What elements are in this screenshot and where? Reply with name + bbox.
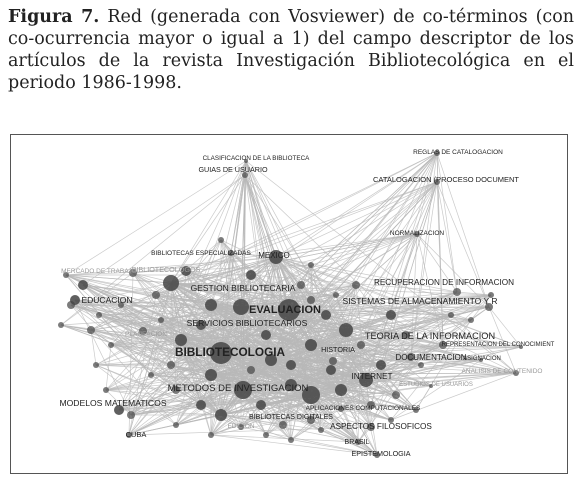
network-node (418, 362, 424, 368)
network-node (93, 362, 99, 368)
term-label-internet: INTERNET (351, 372, 393, 381)
network-node (67, 301, 75, 309)
term-label-aplicaciones: APLICACIONES COMPUTACIONALES (305, 405, 421, 412)
network-node (339, 323, 353, 337)
network-node (279, 421, 287, 429)
term-label-cuba: CUBA (125, 430, 147, 439)
figure-label: Figura 7. (8, 7, 100, 27)
network-node (218, 237, 224, 243)
network-edge (437, 182, 457, 292)
term-label-brasil: BRASIL (344, 439, 370, 446)
network-node (468, 317, 474, 323)
term-label-evaluacion: EVALUACION (249, 304, 321, 316)
network-node (297, 281, 305, 289)
term-label-historia: HISTORIA (321, 345, 355, 354)
network-node (246, 270, 256, 280)
network-node (318, 427, 324, 433)
network-node (357, 341, 365, 349)
network-node (215, 409, 227, 421)
network-figure (10, 134, 568, 474)
network-node (448, 312, 454, 318)
term-label-asignacion: ASIGNACION (463, 356, 501, 362)
network-node (173, 422, 179, 428)
network-node (261, 330, 271, 340)
network-node (263, 432, 269, 438)
network-node (205, 299, 217, 311)
network-edge (66, 161, 246, 275)
network-node (196, 400, 206, 410)
network-node (352, 281, 360, 289)
network-node (208, 432, 214, 438)
term-label-guias: GUIAS DE USUARIO (198, 165, 268, 174)
network-node (335, 384, 347, 396)
term-label-usuarios: ESTUDIOS DE USUARIOS (399, 382, 473, 388)
network-node (163, 275, 179, 291)
term-label-modelos: MODELOS MATEMATICOS (59, 398, 167, 408)
network-node (392, 391, 400, 399)
network-node (87, 326, 95, 334)
network-node (321, 310, 331, 320)
network-node (307, 296, 315, 304)
network-node (256, 400, 266, 410)
term-label-reglas: REGLAS DE CATALOGACION (413, 149, 503, 156)
term-label-catalogacion: CATALOGACION (PROCESO DOCUMENT (373, 175, 519, 184)
term-label-educacion: EDUCACION (81, 295, 133, 305)
term-label-bib-digitales: BIBLIOTECAS DIGITALES (249, 414, 333, 421)
term-label-aspectos: ASPECTOS FILOSOFICOS (330, 422, 432, 431)
network-node (152, 291, 160, 299)
term-label-gestion: GESTION BIBLIOTECARIA (190, 283, 296, 293)
term-label-epistemologia: EPISTEMOLOGIA (351, 449, 411, 458)
network-node (247, 366, 255, 374)
network-node (127, 411, 135, 419)
network-node (305, 339, 317, 351)
figure-caption-text: Red (generada con Vosviewer) de co-términos (con co-ocurrencia mayor o igual a 1) del campo descriptor de los artículos de la revista Investigación Bibliotecológica en el periodo 1986-1998. (8, 7, 575, 93)
network-node (376, 360, 386, 370)
term-label-representacion: REPRESENTACION DEL CONOCIMIENT (441, 342, 555, 348)
term-label-sistemas: SISTEMAS DE ALMACENAMIENTO Y R (342, 296, 498, 306)
network-edge (91, 330, 96, 365)
network-node (308, 262, 314, 268)
network-node (103, 387, 109, 393)
term-label-bibliotecologos: BIBLIOTECOLOGOS (131, 265, 201, 274)
network-node (58, 322, 64, 328)
network-node (158, 317, 164, 323)
term-label-recuperacion: RECUPERACION DE INFORMACION (373, 278, 515, 287)
term-label-planeacion: PLANEACION (125, 331, 167, 338)
network-node (78, 280, 88, 290)
network-node (329, 357, 337, 365)
term-label-mexico: MEXICO (258, 251, 290, 260)
network-node (148, 372, 154, 378)
network-node (326, 365, 336, 375)
network-node (108, 342, 114, 348)
term-label-metodos: METODOS DE INVESTIGACION (167, 383, 309, 394)
network-node (205, 369, 217, 381)
term-label-clasificacion: CLASIFICACION DE LA BIBLIOTECA (202, 155, 310, 162)
term-label-bibliotecologia: BIBLIOTECOLOGIA (174, 345, 286, 359)
network-edge (437, 182, 489, 307)
term-label-bib-especializadas: BIBLIOTECAS ESPECIALIZADAS (151, 250, 251, 257)
network-node (286, 360, 296, 370)
term-label-servicios: SERVICIOS BIBLIOTECARIOS (186, 318, 308, 328)
network-node (386, 310, 396, 320)
figure-caption (8, 6, 574, 94)
network-node (453, 288, 461, 296)
network-node (96, 312, 102, 318)
network-node (233, 299, 249, 315)
network-node (167, 361, 175, 369)
term-label-analisis: ANALISIS DE CONTENIDO (461, 368, 543, 375)
term-label-teoria: TEORIA DE LA INFORMACION (364, 331, 496, 341)
network-node (288, 437, 294, 443)
term-label-documentacion: DOCUMENTACION (395, 353, 467, 362)
network-edge (106, 345, 111, 390)
network-node (333, 292, 339, 298)
term-label-edicion: EDICION (227, 423, 255, 430)
term-label-normalizacion: NORMALIZACION (389, 230, 445, 237)
network-graph (11, 135, 569, 475)
term-label-mercado: MERCADO DE TRABAJO (61, 268, 137, 275)
